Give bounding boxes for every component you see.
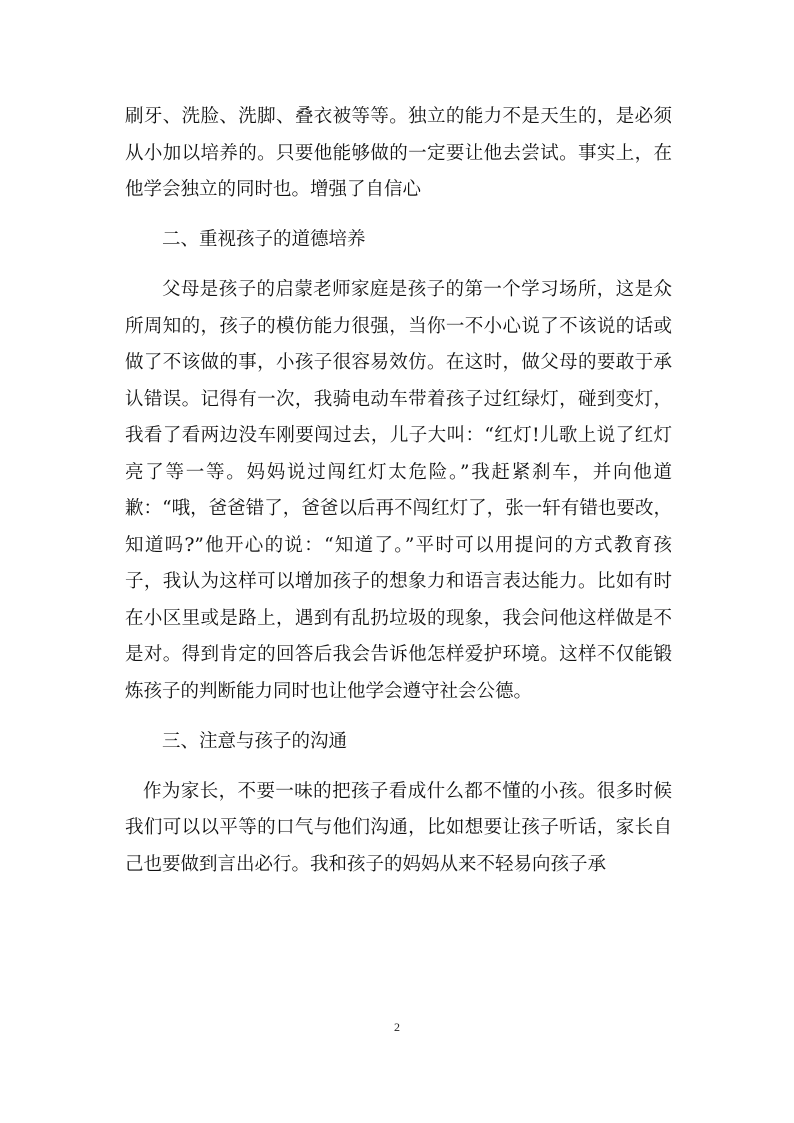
paragraph-independence: 刷牙、洗脸、洗脚、叠衣被等等。独立的能力不是天生的，是必须从小加以培养的。只要他能够做的一定要让他去尝试。事实上，在他学会独立的同时也。增强了自信心 bbox=[125, 106, 672, 200]
paragraph-moral: 父母是孩子的启蒙老师家庭是孩子的第一个学习场所，这是众所周知的，孩子的模仿能力很强，当你一不小心说了不该说的话或做了不该做的事，小孩子很容易效仿。在这时，做父母的要敢于承认错误。记得有一次，我骑电动车带着孩子过红绿灯，碰到变灯，我看了看两边没车刚要闯过去，儿子大叫：“红灯!儿歌上说了红灯亮了等一等。妈妈说过闯红灯太危险。”我赶紧刹车，并向他道歉：“哦，爸爸错了，爸爸以后再不闯红灯了，张一轩有错也要改，知道吗?”他开心的说：“知道了。”平时可以用提问的方式教育孩子，我认为这样可以增加孩子的想象力和语言表达能力。比如有时在小区里或是路上，遇到有乱扔垃圾的现象，我会问他这样做是不是对。得到肯定的回答后我会告诉他怎样爱护环境。这样不仅能锻炼孩子的判断能力同时也让他学会遵守社会公德。 bbox=[125, 279, 672, 702]
body-text bbox=[125, 99, 672, 897]
section-heading-moral: 二、重视孩子的道德培养 bbox=[162, 229, 366, 250]
page-number: 2 bbox=[394, 1020, 400, 1034]
paragraph-communication: 作为家长，不要一味的把孩子看成什么都不懂的小孩。很多时候我们可以以平等的口气与他们沟通，比如想要让孩子听话，家长自己也要做到言出必行。我和孩子的妈妈从来不轻易向孩子承 bbox=[125, 780, 672, 875]
section-heading-communication: 三、注意与孩子的沟通 bbox=[162, 730, 348, 752]
